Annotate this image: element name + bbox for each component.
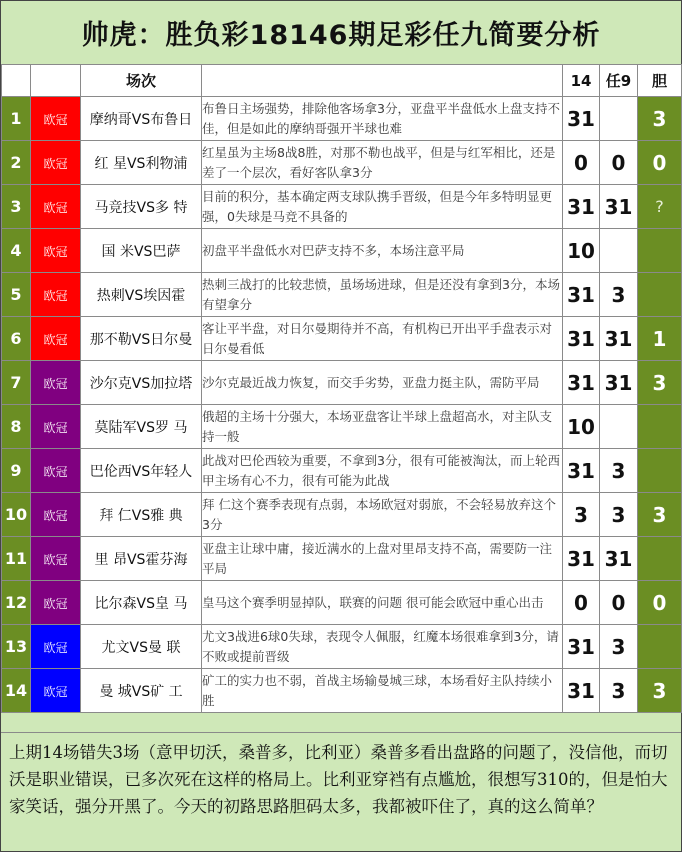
- row-number: 8: [2, 405, 31, 449]
- match-analysis: 俄超的主场十分强大，本场亚盘客让半球上盘超高水，对主队支持一般: [202, 405, 563, 449]
- header-league: [31, 65, 81, 97]
- banker-pick: 3: [638, 361, 682, 405]
- page-title: 帅虎：胜负彩18146期足彩任九简要分析: [1, 1, 681, 63]
- league-badge: [31, 273, 81, 317]
- row-number: 14: [2, 669, 31, 713]
- match-row: [2, 669, 682, 713]
- banker-pick: 3: [638, 97, 682, 141]
- match-analysis: 拜 仁这个赛季表现有点弱，本场欧冠对弱旅，不会轻易放弃这个3分: [202, 493, 563, 537]
- pick-9: 0: [600, 581, 638, 625]
- row-number: 13: [2, 625, 31, 669]
- league-badge: [31, 493, 81, 537]
- match-analysis: 皇马这个赛季明显掉队，联赛的问题 很可能会欧冠中重心出击: [202, 581, 563, 625]
- header-col9: 任9: [600, 65, 638, 97]
- pick-14: 31: [563, 449, 600, 493]
- league-label: 欧冠: [43, 333, 68, 347]
- row-number: 2: [2, 141, 31, 185]
- pick-9: 3: [600, 493, 638, 537]
- pick-9: 3: [600, 273, 638, 317]
- match-row: [2, 361, 682, 405]
- banker-pick: [638, 273, 682, 317]
- league-label: 欧冠: [43, 553, 68, 567]
- league-badge: [31, 405, 81, 449]
- league-badge: [31, 185, 81, 229]
- row-number: 7: [2, 361, 31, 405]
- pick-9: 31: [600, 537, 638, 581]
- banker-pick: 0: [638, 141, 682, 185]
- match-name: 里 昂VS霍芬海: [81, 537, 202, 581]
- header-row: [2, 65, 682, 97]
- match-analysis: 客让平半盘，对日尔曼期待并不高，有机构已开出平手盘表示对日尔曼看低: [202, 317, 563, 361]
- match-name: 马竞技VS多 特: [81, 185, 202, 229]
- match-name: 比尔森VS皇 马: [81, 581, 202, 625]
- match-analysis: 布鲁日主场强势，排除他客场拿3分，亚盘平半盘低水上盘支持不佳，但是如此的摩纳哥强开半球也难: [202, 97, 563, 141]
- league-label: 欧冠: [43, 597, 68, 611]
- pick-9: 3: [600, 625, 638, 669]
- match-analysis: 初盘平半盘低水对巴萨支持不多，本场注意平局: [202, 229, 563, 273]
- league-label: 欧冠: [43, 201, 68, 215]
- pick-14: 0: [563, 141, 600, 185]
- row-number: 10: [2, 493, 31, 537]
- league-badge: [31, 625, 81, 669]
- header-match: 场次: [81, 65, 202, 97]
- match-row: [2, 273, 682, 317]
- header-col14: 14: [563, 65, 600, 97]
- match-analysis: 目前的积分，基本确定两支球队携手晋级，但是今年多特明显更强，0失球是马竞不具备的: [202, 185, 563, 229]
- match-name: 热刺VS埃因霍: [81, 273, 202, 317]
- banker-pick: 3: [638, 493, 682, 537]
- row-number: 5: [2, 273, 31, 317]
- match-row: [2, 185, 682, 229]
- match-name: 国 米VS巴萨: [81, 229, 202, 273]
- league-label: 欧冠: [43, 641, 68, 655]
- match-row: [2, 625, 682, 669]
- match-row: [2, 493, 682, 537]
- pick-14: 31: [563, 361, 600, 405]
- match-name: 莫陆军VS罗 马: [81, 405, 202, 449]
- league-label: 欧冠: [43, 377, 68, 391]
- match-analysis: 沙尔克最近战力恢复，而交手劣势，亚盘力挺主队，需防平局: [202, 361, 563, 405]
- league-badge: [31, 449, 81, 493]
- banker-pick: ?: [638, 185, 682, 229]
- match-name: 那不勒VS日尔曼: [81, 317, 202, 361]
- league-badge: [31, 361, 81, 405]
- pick-14: 31: [563, 273, 600, 317]
- match-name: 曼 城VS矿 工: [81, 669, 202, 713]
- row-number: 12: [2, 581, 31, 625]
- match-row: [2, 405, 682, 449]
- league-badge: [31, 97, 81, 141]
- pick-14: 3: [563, 493, 600, 537]
- pick-14: 31: [563, 669, 600, 713]
- row-number: 1: [2, 97, 31, 141]
- pick-14: 0: [563, 581, 600, 625]
- pick-9: 31: [600, 185, 638, 229]
- pick-14: 31: [563, 97, 600, 141]
- match-name: 拜 仁VS雅 典: [81, 493, 202, 537]
- match-name: 巴伦西VS年轻人: [81, 449, 202, 493]
- summary-note: 上期14场错失3场（意甲切沃，桑普多，比利亚）桑普多看出盘路的问题了，没信他，而切沃是职业错误，已多次死在这样的格局上。比利亚穿裆有点尴尬，很想写310的，但是怕大家笑话，强分开黑了。今天的初路思路胆码太多，我都被吓住了，真的这么简单？: [1, 732, 681, 851]
- pick-14: 31: [563, 317, 600, 361]
- match-analysis: 尤文3战进6球0失球，表现令人佩服，红魔本场很难拿到3分，请不败或提前晋级: [202, 625, 563, 669]
- pick-14: 31: [563, 537, 600, 581]
- banker-pick: [638, 537, 682, 581]
- league-label: 欧冠: [43, 465, 68, 479]
- pick-14: 10: [563, 405, 600, 449]
- pick-9: 0: [600, 141, 638, 185]
- match-name: 摩纳哥VS布鲁日: [81, 97, 202, 141]
- match-analysis: 矿工的实力也不弱，首战主场输曼城三球，本场看好主队持续小胜: [202, 669, 563, 713]
- league-label: 欧冠: [43, 245, 68, 259]
- match-row: [2, 97, 682, 141]
- match-name: 尤文VS曼 联: [81, 625, 202, 669]
- league-badge: [31, 229, 81, 273]
- banker-pick: [638, 229, 682, 273]
- league-badge: [31, 581, 81, 625]
- banker-pick: 0: [638, 581, 682, 625]
- row-number: 11: [2, 537, 31, 581]
- pick-14: 10: [563, 229, 600, 273]
- match-analysis: 亚盘主让球中庸，接近满水的上盘对里昂支持不高，需要防一注平局: [202, 537, 563, 581]
- league-label: 欧冠: [43, 113, 68, 127]
- pick-9: [600, 405, 638, 449]
- league-label: 欧冠: [43, 157, 68, 171]
- banker-pick: [638, 405, 682, 449]
- pick-9: 31: [600, 317, 638, 361]
- league-badge: [31, 317, 81, 361]
- pick-9: [600, 97, 638, 141]
- match-row: [2, 449, 682, 493]
- match-row: [2, 537, 682, 581]
- match-analysis: 此战对巴伦西较为重要，不拿到3分，很有可能被淘汰，而上轮西甲主场有心不力，很有可能为此战: [202, 449, 563, 493]
- match-analysis: 热刺三战打的比较悲愤，虽场场进球，但是还没有拿到3分，本场有望拿分: [202, 273, 563, 317]
- header-no: [2, 65, 31, 97]
- row-number: 3: [2, 185, 31, 229]
- league-label: 欧冠: [43, 509, 68, 523]
- pick-9: 31: [600, 361, 638, 405]
- pick-14: 31: [563, 185, 600, 229]
- banker-pick: 3: [638, 669, 682, 713]
- pick-9: 3: [600, 669, 638, 713]
- league-label: 欧冠: [43, 289, 68, 303]
- league-badge: [31, 669, 81, 713]
- pick-9: 3: [600, 449, 638, 493]
- match-row: [2, 317, 682, 361]
- banker-pick: 1: [638, 317, 682, 361]
- match-name: 红 星VS利物浦: [81, 141, 202, 185]
- row-number: 9: [2, 449, 31, 493]
- match-row: [2, 141, 682, 185]
- pick-14: 31: [563, 625, 600, 669]
- match-row: [2, 229, 682, 273]
- league-label: 欧冠: [43, 685, 68, 699]
- row-number: 6: [2, 317, 31, 361]
- banker-pick: [638, 625, 682, 669]
- match-name: 沙尔克VS加拉塔: [81, 361, 202, 405]
- league-label: 欧冠: [43, 421, 68, 435]
- banker-pick: [638, 449, 682, 493]
- header-dan: 胆: [638, 65, 682, 97]
- match-table: [1, 64, 682, 713]
- pick-9: [600, 229, 638, 273]
- league-badge: [31, 141, 81, 185]
- league-badge: [31, 537, 81, 581]
- row-number: 4: [2, 229, 31, 273]
- header-analysis: [202, 65, 563, 97]
- match-analysis: 红星虽为主场8战8胜，对那不勒也战平，但是与红军相比，还是差了一个层次，看好客队拿3分: [202, 141, 563, 185]
- match-row: [2, 581, 682, 625]
